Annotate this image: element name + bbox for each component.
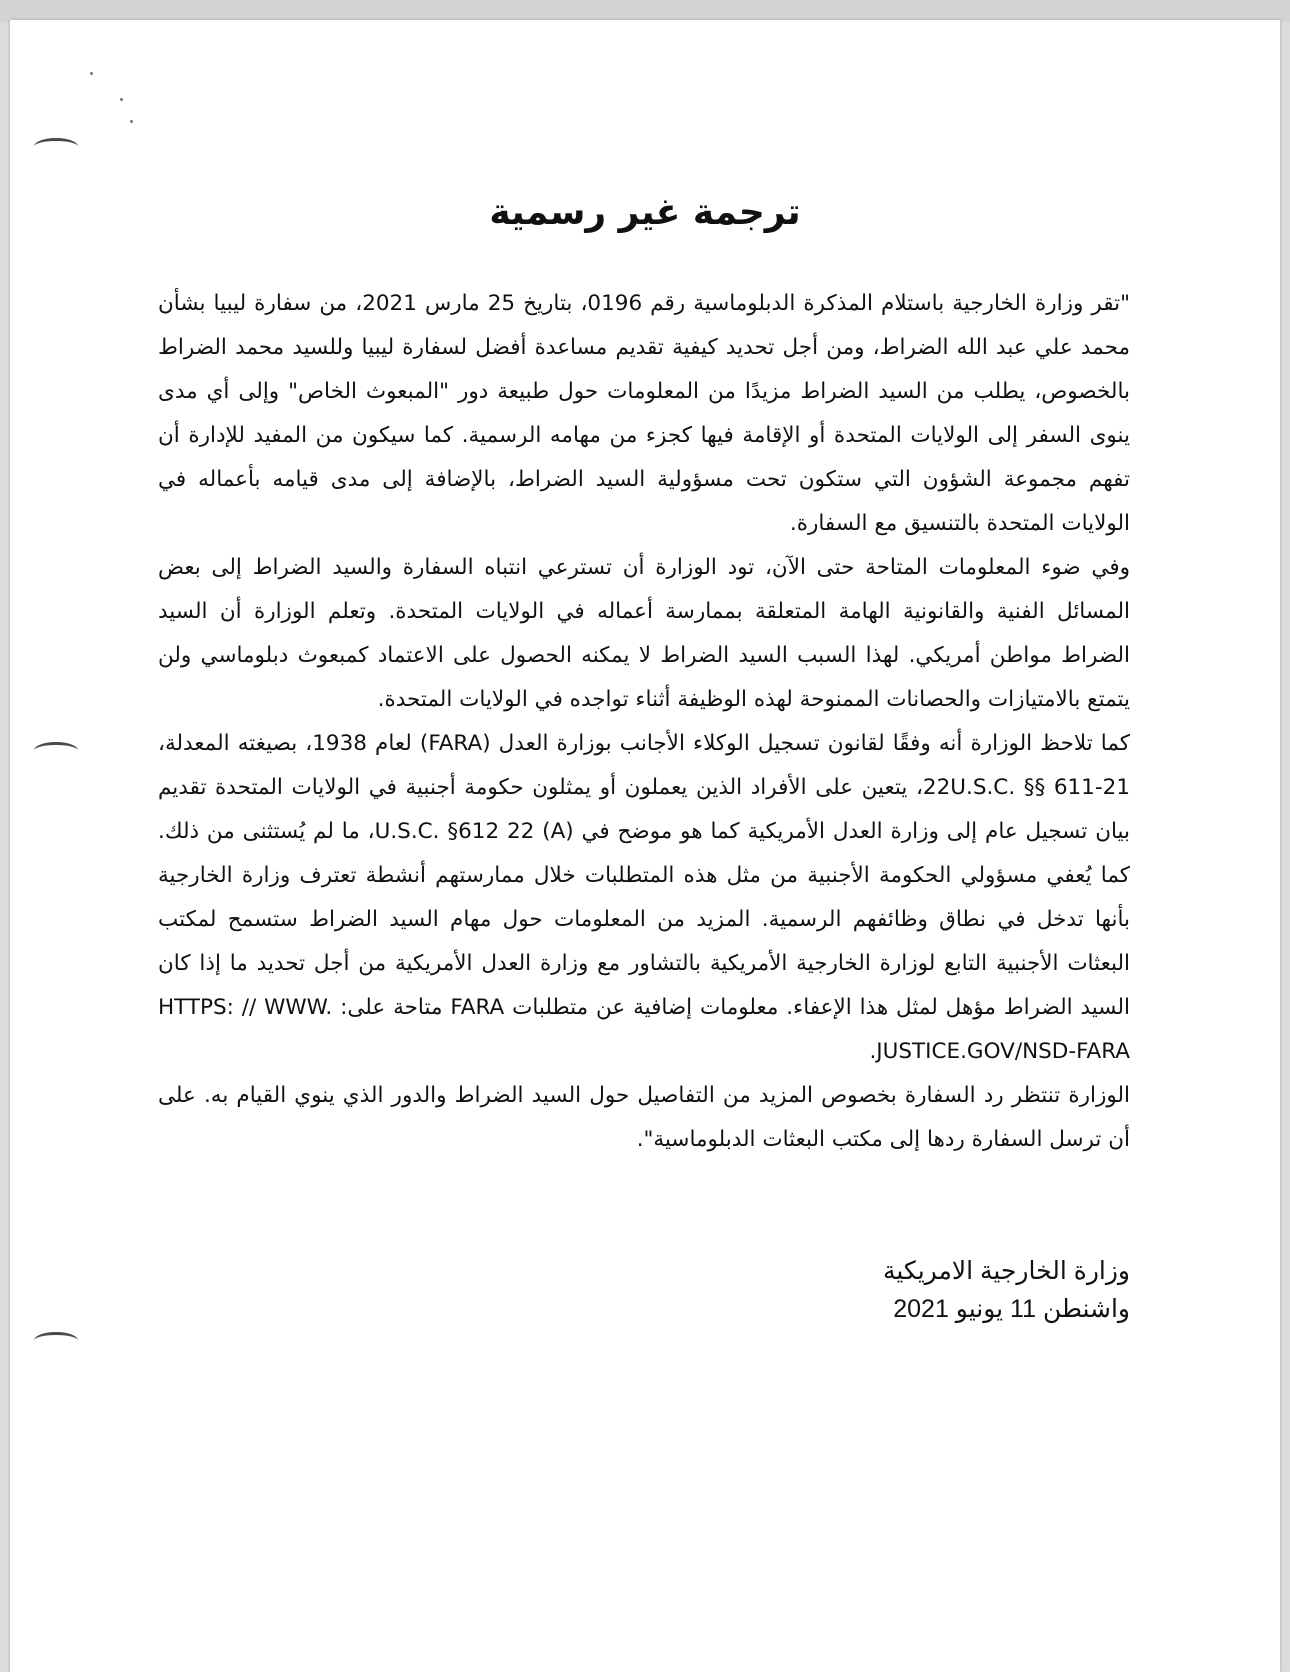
paragraph: "تقر وزارة الخارجية باستلام المذكرة الدبلوماسية رقم 0196، بتاريخ 25 مارس 2021، من سفارة ليبيا بشأن محمد علي عبد الله الضراط، ومن أجل تحديد كيفية تقديم مساعدة أفضل لسفارة ليبيا وللسيد محمد الضراط بالخصوص، يطلب من السيد الضراط مزيدًا من المعلومات حول طبيعة دور "المبعوث الخاص" وإلى أي مدى ينوى السفر إلى الولايات المتحدة أو الإقامة فيها كجزء من مهامه الرسمية. كما سيكون من المفيد للإدارة أن تفهم مجموعة الشؤون التي ستكون تحت مسؤولية السيد الضراط، بالإضافة إلى مدى قيامه بأعماله في الولايات المتحدة بالتنسيق مع السفارة. [158, 291, 1130, 536]
signature-organization: وزارة الخارجية الامريكية [882, 1257, 1130, 1285]
punch-hole-mark [34, 742, 78, 759]
paragraph: وفي ضوء المعلومات المتاحة حتى الآن، تود الوزارة أن تسترعي انتباه السفارة والسيد الضراط إلى بعض المسائل الفنية والقانونية الهامة المتعلقة بممارسة أعماله في الولايات المتحدة. وتعلم الوزارة أن السيد الضراط مواطن أمريكي. لهذا السبب السيد الضراط لا يمكنه الحصول على الاعتماد كمبعوث دبلوماسي ولن يتمتع بالامتيازات والحصانات الممنوحة لهذه الوظيفة أثناء تواجده في الولايات المتحدة. [158, 555, 1130, 712]
paragraph: كما تلاحظ الوزارة أنه وفقًا لقانون تسجيل الوكلاء الأجانب بوزارة العدل (FARA) لعام 1938، بصيغته المعدلة، 21-611 §§ .22U.S.C، يتعين على الأفراد الذين يعملون أو يمثلون حكومة أجنبية في الولايات المتحدة تقديم بيان تسجيل عام إلى وزارة العدل الأمريكية كما هو موضح في U.S.C. §612 22 (A)، ما لم يُستثنى من ذلك. كما يُعفي مسؤولي الحكومة الأجنبية من مثل هذه المتطلبات خلال ممارستهم أنشطة تعترف وزارة الخارجية بأنها تدخل في نطاق وظائفهم الرسمية. المزيد من المعلومات حول مهام السيد الضراط ستسمح لمكتب البعثات الأجنبية التابع لوزارة الخارجية الأمريكية بالتشاور مع وزارة العدل الأمريكية من أجل تحديد ما إذا كان السيد الضراط مؤهل لمثل هذا الإعفاء. معلومات إضافية عن متطلبات FARA متاحة على: HTTPS: // WWW. JUSTICE.GOV/NSD-FARA. [158, 731, 1131, 1064]
scan-speck [120, 98, 123, 101]
document-body [158, 282, 1130, 1162]
document-page [10, 20, 1280, 1672]
signature-place-date: واشنطن 11 يونيو 2021 [893, 1295, 1130, 1323]
scan-speck [130, 120, 133, 123]
punch-hole-mark [34, 138, 78, 155]
document-title: ترجمة غير رسمية [489, 192, 801, 233]
scan-speck [90, 72, 93, 75]
signature-block [710, 1252, 1130, 1328]
top-border-strip [0, 0, 1290, 22]
paragraph: الوزارة تنتظر رد السفارة بخصوص المزيد من التفاصيل حول السيد الضراط والدور الذي ينوي القيام به. على أن ترسل السفارة ردها إلى مكتب البعثات الدبلوماسية". [158, 1083, 1130, 1152]
punch-hole-mark [34, 1332, 78, 1349]
